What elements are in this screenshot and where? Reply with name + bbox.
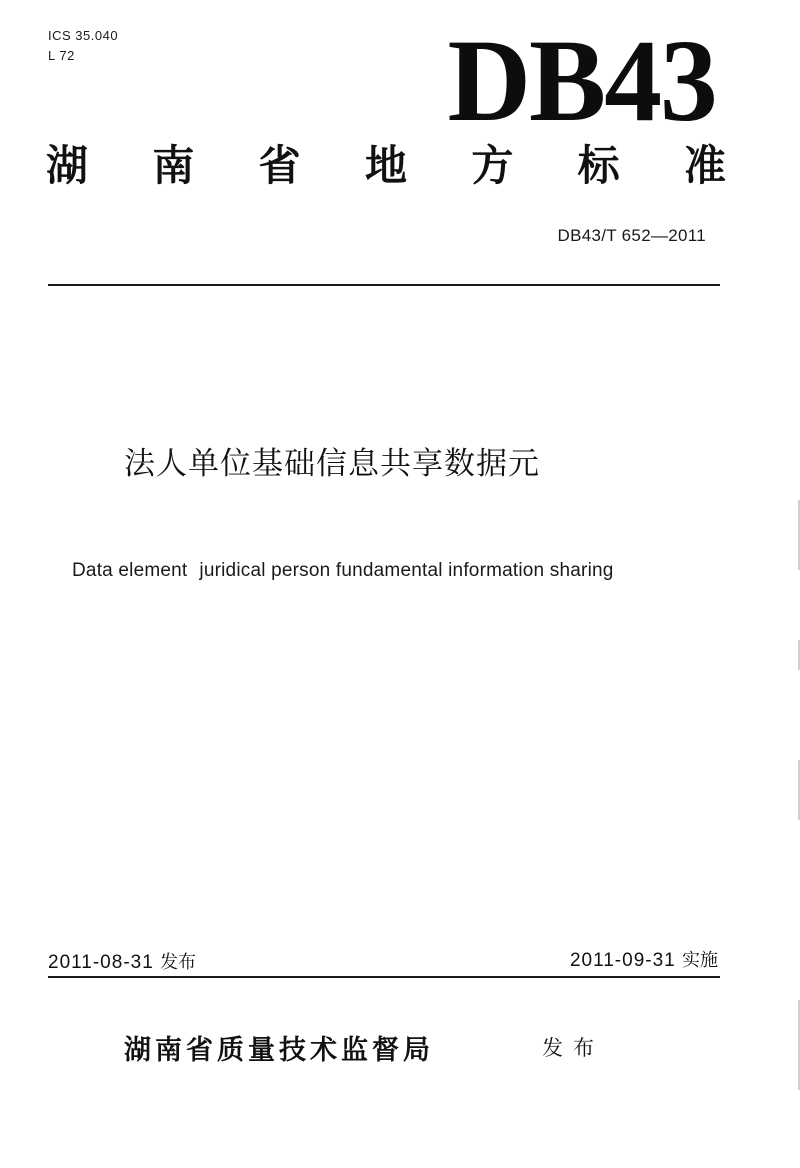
- standard-type-char: 湖: [46, 141, 89, 190]
- top-divider: [48, 284, 720, 286]
- implement-date-line: [570, 946, 718, 972]
- standard-type-title: [46, 141, 726, 190]
- standard-number: DB43/T 652—2011: [557, 226, 706, 245]
- english-title-part1: Data element: [72, 560, 188, 581]
- standard-type-char: 方: [471, 141, 514, 190]
- implement-label: 实施: [682, 950, 718, 971]
- bottom-divider: [48, 976, 720, 978]
- publish-date-line: [48, 948, 196, 974]
- document-title-chinese: 法人单位基础信息共享数据元: [124, 446, 540, 482]
- publish-date: 2011-08-31: [48, 952, 154, 973]
- standard-type-char: 南: [152, 141, 195, 190]
- standard-type-char: 省: [258, 141, 301, 190]
- issuing-authority: 湖南省质量技术监督局: [124, 1035, 434, 1066]
- document-title-english: [72, 560, 614, 582]
- english-title-part2: juridical person fundamental information sharing: [199, 560, 614, 581]
- ics-code: ICS 35.040: [48, 28, 119, 43]
- standard-type-char: 标: [577, 141, 620, 190]
- standard-code-logo: DB43: [447, 15, 716, 146]
- standard-type-char: 地: [364, 141, 407, 190]
- classification-code: L 72: [48, 48, 75, 63]
- implement-date: 2011-09-31: [569, 950, 676, 971]
- issuing-label: 发布: [542, 1036, 604, 1060]
- standard-type-char: 准: [683, 141, 726, 190]
- publish-label: 发布: [160, 952, 197, 973]
